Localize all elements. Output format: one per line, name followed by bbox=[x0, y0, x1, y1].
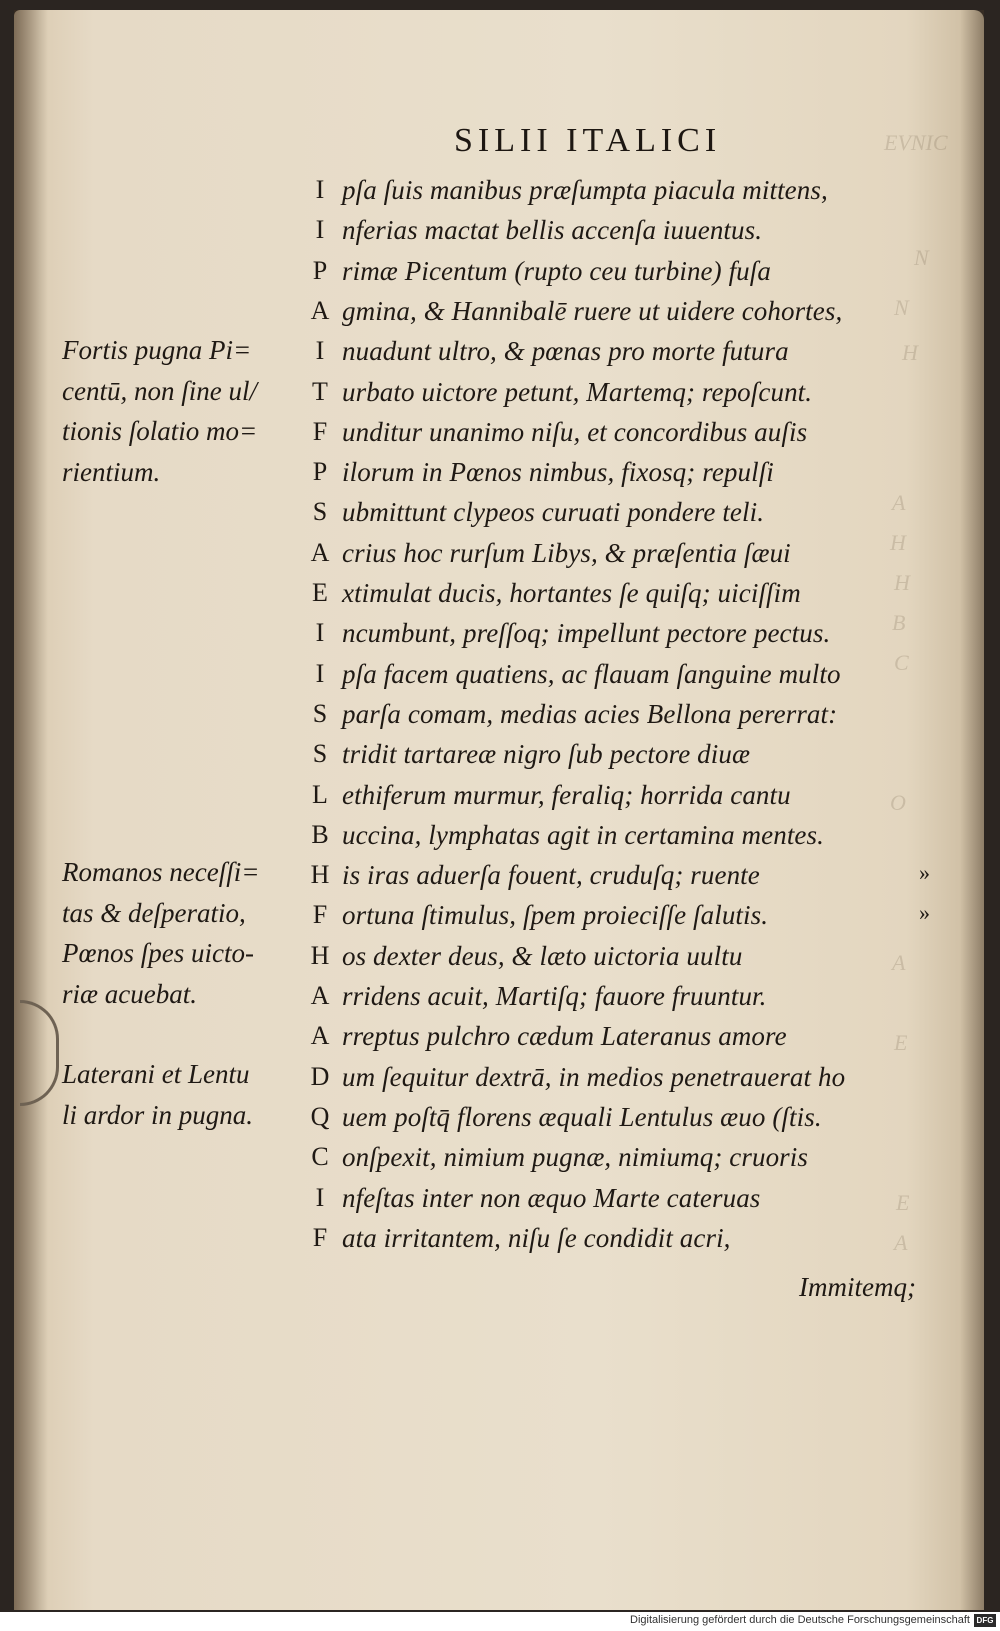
quotation-mark: » bbox=[919, 860, 930, 885]
verse-text: os dexter deus, & læto uictoria uultu bbox=[342, 940, 743, 971]
margin-note-line: Laterani et Lentu bbox=[62, 1059, 250, 1089]
margin-note-laterani bbox=[62, 1054, 253, 1135]
margin-note-line: rientium. bbox=[62, 456, 161, 487]
verse-text: uem poſtq̄ florens æquali Lentulus æuo (ſtis. bbox=[342, 1101, 822, 1132]
verse-initial: I bbox=[315, 658, 325, 688]
verse-initial: A bbox=[310, 981, 330, 1010]
running-title: SILII ITALICI bbox=[454, 122, 722, 159]
verse-text: is iras aduerſa fouent, cruduſq; ruente bbox=[342, 860, 760, 891]
verse-text: pſa facem quatiens, ac flauam ſanguine multo bbox=[342, 658, 841, 689]
verse-text: crius hoc rurſum Libys, & præſentia ſæui bbox=[342, 537, 791, 568]
verse-initial: C bbox=[311, 1142, 329, 1172]
margin-note-line: li ardor in pugna. bbox=[62, 1099, 254, 1130]
dfg-logo: DFG bbox=[974, 1614, 996, 1627]
verse-initial: B bbox=[311, 819, 329, 849]
verse-initial: T bbox=[312, 376, 328, 406]
verse-text: uccina, lymphatas agit in certamina mentes. bbox=[342, 819, 824, 850]
verse-text: ilorum in Pœnos nimbus, fixosq; repulſi bbox=[342, 457, 774, 488]
margin-note-line: Romanos neceſſi= bbox=[62, 857, 260, 887]
verse-text: tridit tartareæ nigro ſub pectore diuæ bbox=[342, 739, 751, 770]
verse-text: nfeſtas inter non æquo Marte cateruas bbox=[342, 1182, 761, 1213]
verse-initial: F bbox=[312, 1222, 328, 1252]
verse-initial: S bbox=[312, 698, 328, 728]
verse-text: gmina, & Hannibalē ruere ut uidere cohortes, bbox=[342, 295, 843, 326]
verse-initial: P bbox=[312, 457, 328, 487]
verse-initial: P bbox=[312, 255, 328, 285]
margin-note-romanos bbox=[62, 852, 259, 1014]
verse-text: rimæ Picentum (rupto ceu turbine) fuſa bbox=[342, 255, 771, 286]
verse-initial: F bbox=[312, 416, 328, 446]
verse-text: xtimulat ducis, hortantes ſe quiſq; uiciſſim bbox=[342, 578, 801, 608]
margin-note-fortis bbox=[62, 330, 257, 492]
verse-initial: S bbox=[312, 497, 328, 527]
catchword: Immitemq; bbox=[799, 1272, 916, 1302]
verse-initial: S bbox=[312, 739, 328, 769]
verse-text: ubmittunt clypeos curuati pondere teli. bbox=[342, 497, 765, 528]
verse-initial: A bbox=[310, 537, 330, 567]
verse-initial: F bbox=[312, 900, 328, 930]
verse-text: nuadunt ultro, & pœnas pro morte futura bbox=[342, 336, 789, 367]
verse-initial: A bbox=[310, 1021, 330, 1051]
verse-initial: L bbox=[312, 779, 328, 809]
verse-text: rreptus pulchro cædum Lateranus amore bbox=[342, 1021, 787, 1052]
margin-note-line: Pœnos ſpes uicto- bbox=[62, 938, 254, 968]
verse-text: parſa comam, medias acies Bellona pererrat: bbox=[342, 698, 838, 729]
margin-note-line: centū, non ſine ul/ bbox=[62, 375, 257, 406]
margin-note-line: Fortis pugna Pi= bbox=[62, 335, 252, 365]
verse-text: onſpexit, nimium pugnæ, nimiumq; cruoris bbox=[342, 1142, 808, 1173]
verse-initial: I bbox=[315, 336, 325, 366]
margin-note-line: riæ acuebat. bbox=[62, 978, 197, 1009]
verse-initial: I bbox=[315, 175, 325, 204]
verse-text: um ſequitur dextrā, in medios penetrauerat ho bbox=[342, 1061, 846, 1092]
verse-initial: Q bbox=[310, 1101, 330, 1131]
verse-text: rridens acuit, Martiſq; fauore fruuntur. bbox=[342, 981, 767, 1011]
verse-text: ata irritantem, niſu ſe condidit acri, bbox=[342, 1222, 731, 1253]
verse-initial: I bbox=[315, 215, 325, 245]
book-page bbox=[14, 10, 984, 1610]
verse-initial: I bbox=[315, 618, 325, 648]
verse-text: ncumbunt, preſſoq; impellunt pectore pectus. bbox=[342, 618, 831, 649]
verse-initial: I bbox=[315, 1182, 325, 1212]
verse-text: urbato uictore petunt, Martemq; repoſcunt. bbox=[342, 376, 813, 407]
verse-text: ethiferum murmur, feraliq; horrida cantu bbox=[342, 779, 791, 810]
verse-initial: E bbox=[312, 578, 328, 607]
digitization-footer bbox=[0, 1612, 1000, 1631]
margin-note-line: tas & deſperatio, bbox=[62, 897, 246, 928]
verse-text: nferias mactat bellis accenſa iuuentus. bbox=[342, 215, 763, 246]
margin-note-line: tionis ſolatio mo= bbox=[62, 416, 258, 446]
verse-initial: D bbox=[310, 1061, 330, 1091]
verse-initial: H bbox=[310, 860, 330, 890]
show-through-text: EVNIC N N H A H H B C O A E E A bbox=[884, 130, 948, 1255]
verse-text: pſa ſuis manibus præſumpta piacula mittens, bbox=[342, 175, 828, 205]
verse-initial: H bbox=[310, 940, 330, 970]
funding-credit: Digitalisierung gefördert durch die Deutsche Forschungsgemeinschaft bbox=[630, 1614, 970, 1626]
quotation-mark: » bbox=[919, 900, 930, 925]
verse-text: unditur unanimo niſu, et concordibus auſis bbox=[342, 416, 808, 447]
verse-text: ortuna ſtimulus, ſpem proieciſſe ſalutis. bbox=[342, 900, 769, 931]
verse-initial: A bbox=[310, 295, 330, 325]
